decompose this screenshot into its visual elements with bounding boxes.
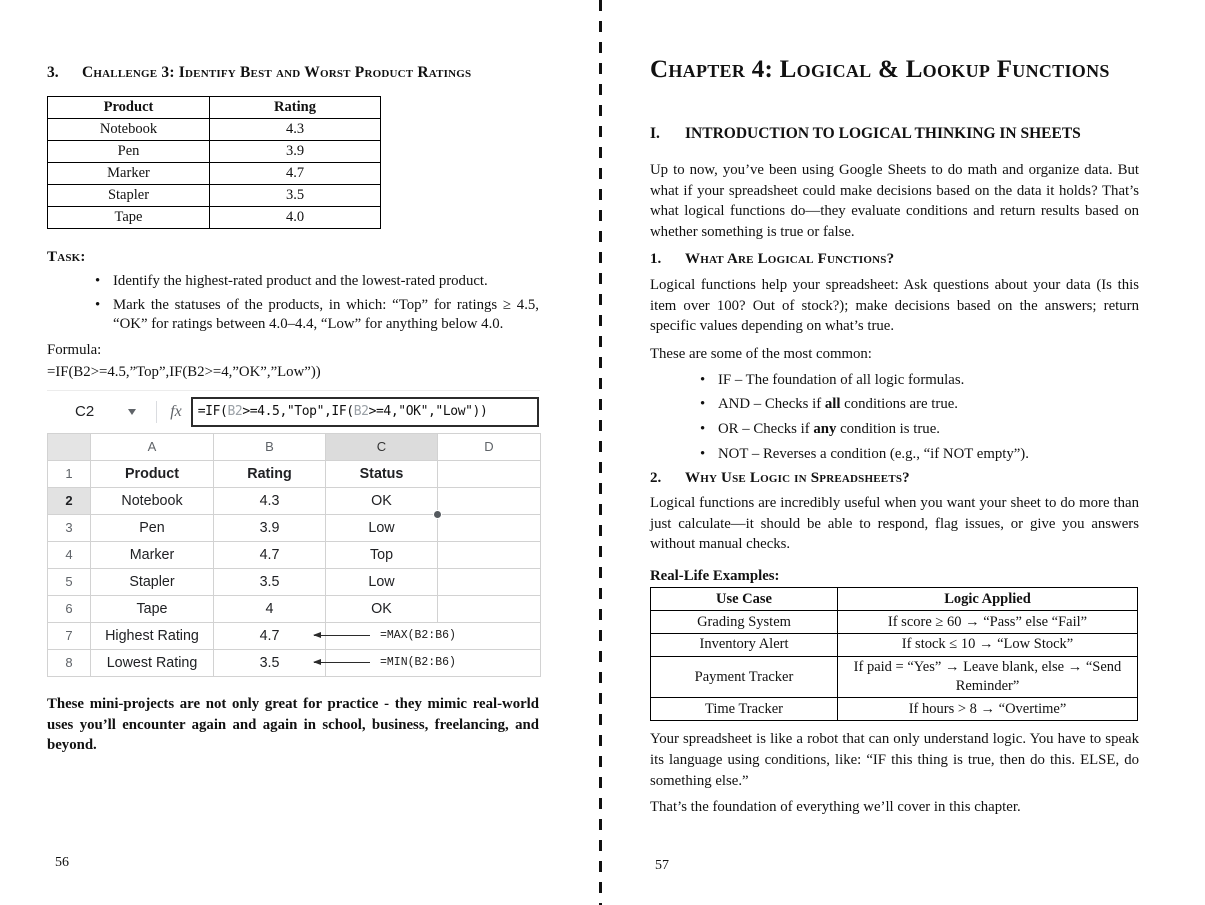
sheets-screenshot xyxy=(47,390,540,677)
sheet-cell: 4.7 xyxy=(214,622,326,649)
table-cell: Stapler xyxy=(48,185,210,207)
sheet-cell-value: OK xyxy=(371,492,392,509)
bullet-text: NOT – Reverses a condition (e.g., “if NOT empty”). xyxy=(718,445,1029,462)
formula-annotation: =MAX(B2:B6) xyxy=(380,629,456,643)
table-row xyxy=(48,119,381,141)
heading-text: Why Use Logic in Spreadsheets? xyxy=(685,470,910,487)
heading-text: INTRODUCTION TO LOGICAL THINKING IN SHEETS xyxy=(685,125,1081,142)
table-cell: Pen xyxy=(48,141,210,163)
list-item xyxy=(650,420,1139,439)
formula-part: =IF( xyxy=(197,404,228,420)
column-header-selected: C xyxy=(326,433,438,460)
table-row xyxy=(651,633,1138,656)
cell-ref: B2 xyxy=(353,404,369,420)
chapter-title: Chapter 4: Logical & Lookup Functions xyxy=(650,56,1110,83)
row-number: 5 xyxy=(48,568,91,595)
separator xyxy=(156,401,157,423)
chevron-down-icon xyxy=(128,409,136,415)
real-life-examples-label: Real-Life Examples: xyxy=(650,568,780,585)
table-row xyxy=(48,207,381,229)
sheet-cell xyxy=(438,595,541,622)
bullet-text: AND – Checks if xyxy=(718,396,825,413)
section-heading xyxy=(650,125,1139,143)
table-header-cell: Logic Applied xyxy=(838,588,1138,611)
annotation-cell xyxy=(326,622,541,649)
name-box: C2 xyxy=(75,403,95,421)
bullet-text: IF – The foundation of all logic formulas. xyxy=(718,371,965,388)
table-row xyxy=(651,698,1138,721)
sheet-row xyxy=(48,649,541,676)
logic-functions-list xyxy=(650,371,1139,464)
product-ratings-table xyxy=(47,96,381,229)
sheet-cell: 4 xyxy=(214,595,326,622)
fx-icon: fx xyxy=(170,402,182,420)
paragraph: Logical functions help your spreadsheet: Ask questions about your data (Is this item over 100? Out of stock?); make decisions based on the answers; return specific values depending on what’s true. xyxy=(650,276,1139,335)
sheet-cell xyxy=(438,460,541,487)
page-left xyxy=(47,0,539,905)
table-cell: 4.0 xyxy=(210,207,381,229)
table-cell: 3.5 xyxy=(210,185,381,207)
bullet-text: condition is true. xyxy=(836,421,940,438)
paragraph: Your spreadsheet is like a robot that can only understand logic. You have to speak its language using conditions, like: “IF this thing is true, then do this. ELSE, do something else.” xyxy=(650,731,1139,789)
table-header-cell: Use Case xyxy=(651,588,838,611)
paragraph: Logical functions are incredibly useful when you want your sheet to do more than just calculate—it should be able to respond, flag issues, or give you answers without manual checks. xyxy=(650,495,1139,553)
row-number: 1 xyxy=(48,460,91,487)
formula-annotation: =MIN(B2:B6) xyxy=(380,656,456,670)
sheet-cell: 4.7 xyxy=(214,541,326,568)
subsection-heading xyxy=(650,470,1139,487)
column-header: B xyxy=(214,433,326,460)
sheet-cell: Rating xyxy=(214,460,326,487)
sheet-cell xyxy=(438,487,541,514)
table-cell: If hours > 8 → “Overtime” xyxy=(838,698,1138,721)
table-row xyxy=(651,611,1138,634)
table-row xyxy=(48,163,381,185)
bullet-text: conditions are true. xyxy=(840,396,958,413)
table-cell: Notebook xyxy=(48,119,210,141)
table-cell: If stock ≤ 10 → “Low Stock” xyxy=(838,633,1138,656)
table-cell: Time Tracker xyxy=(651,698,838,721)
table-cell: If score ≥ 60 → “Pass” else “Fail” xyxy=(838,611,1138,634)
sheet-cell xyxy=(438,514,541,541)
sheet-cell: Product xyxy=(91,460,214,487)
formula-input xyxy=(191,397,539,427)
sheet-row xyxy=(48,568,541,595)
sheet-cell: Notebook xyxy=(91,487,214,514)
sheet-cell: 4.3 xyxy=(214,487,326,514)
sheet-cell: Stapler xyxy=(91,568,214,595)
table-cell: 4.7 xyxy=(210,163,381,185)
paragraph: These are some of the most common: xyxy=(650,345,872,362)
list-item xyxy=(650,445,1139,464)
sheet-cell: Low xyxy=(326,568,438,595)
sheet-cell: 3.9 xyxy=(214,514,326,541)
list-item xyxy=(650,371,1139,390)
formula-text: =IF(B2>=4.5,”Top”,IF(B2>=4,”OK”,”Low”)) xyxy=(47,363,321,380)
fill-handle xyxy=(433,510,442,519)
paragraph: Up to now, you’ve been using Google Sheets to do math and organize data. But what if your spreadsheet could make decisions based on the data it holds? That’s what logical functions do—they evaluate conditions and return results based on whether something is true or false. xyxy=(650,162,1139,241)
subsection-heading xyxy=(650,251,1139,268)
sheet-row xyxy=(48,622,541,649)
table-cell: Tape xyxy=(48,207,210,229)
list-item: • Mark the statuses of the products, in which: “Top” for ratings ≥ 4.5, “OK” for ratings between 4.0–4.4, “Low” for anything below 4.0. xyxy=(47,296,539,334)
row-number: 8 xyxy=(48,649,91,676)
row-number-selected: 2 xyxy=(48,487,91,514)
sheet-row xyxy=(48,541,541,568)
table-cell: If paid = “Yes” → Leave blank, else → “Send Reminder” xyxy=(838,656,1138,698)
sheet-cell xyxy=(438,541,541,568)
paragraph: That’s the foundation of everything we’ll cover in this chapter. xyxy=(650,799,1021,816)
closing-paragraph: These mini-projects are not only great for practice - they mimic real-world uses you’ll encounter again and again in school, business, freelancing, and beyond. xyxy=(47,695,539,754)
table-header-cell: Product xyxy=(48,97,210,119)
row-number: 7 xyxy=(48,622,91,649)
sheet-corner xyxy=(48,433,91,460)
selected-cell xyxy=(326,487,438,514)
heading-number: 2. xyxy=(650,470,662,487)
sheet-row xyxy=(48,595,541,622)
sheet-cell xyxy=(438,568,541,595)
formula-label: Formula: xyxy=(47,341,102,358)
list-item xyxy=(650,395,1139,414)
table-cell: Payment Tracker xyxy=(651,656,838,698)
column-header: A xyxy=(91,433,214,460)
sheet-row xyxy=(48,514,541,541)
row-number: 6 xyxy=(48,595,91,622)
left-arrow-icon xyxy=(314,635,370,636)
bullet-bold: all xyxy=(824,396,841,413)
heading-text: Challenge 3: Identify Best and Worst Product Ratings xyxy=(82,64,472,81)
table-cell: 4.3 xyxy=(210,119,381,141)
sheet-cell: Lowest Rating xyxy=(91,649,214,676)
formula-part: >=4,"OK","Low")) xyxy=(368,404,488,420)
sheet-grid xyxy=(47,433,541,677)
sheet-row xyxy=(48,487,541,514)
row-number: 4 xyxy=(48,541,91,568)
sheet-cell: 3.5 xyxy=(214,649,326,676)
sheet-cell: Top xyxy=(326,541,438,568)
page-divider xyxy=(599,0,602,905)
bullet-bold: any xyxy=(813,421,837,438)
table-row xyxy=(48,185,381,207)
list-item: • Identify the highest-rated product and the lowest-rated product. xyxy=(47,272,539,291)
cell-ref: B2 xyxy=(227,404,243,420)
annotation-cell xyxy=(326,649,541,676)
table-header-cell: Rating xyxy=(210,97,381,119)
task-bullet-list xyxy=(47,272,539,334)
sheet-cell: Status xyxy=(326,460,438,487)
left-arrow-icon xyxy=(314,662,370,663)
table-row xyxy=(48,141,381,163)
page-number: 56 xyxy=(55,855,69,870)
heading-number: 1. xyxy=(650,250,662,267)
task-label: Task: xyxy=(47,249,86,265)
sheet-cell: Marker xyxy=(91,541,214,568)
row-number: 3 xyxy=(48,514,91,541)
sheet-cell: OK xyxy=(326,595,438,622)
heading-text: What Are Logical Functions? xyxy=(685,250,895,267)
sheet-cell: Low xyxy=(326,514,438,541)
formula-bar xyxy=(47,391,540,433)
table-cell: Marker xyxy=(48,163,210,185)
column-header: D xyxy=(438,433,541,460)
formula-part: >=4.5,"Top",IF( xyxy=(242,404,354,420)
sheet-row xyxy=(48,460,541,487)
page-right xyxy=(650,0,1139,905)
sheet-cell: 3.5 xyxy=(214,568,326,595)
table-cell: Inventory Alert xyxy=(651,633,838,656)
use-case-table xyxy=(650,587,1138,721)
heading-number: I. xyxy=(650,125,660,142)
page-number: 57 xyxy=(655,858,669,873)
sheet-cell: Highest Rating xyxy=(91,622,214,649)
table-cell: 3.9 xyxy=(210,141,381,163)
table-row xyxy=(651,656,1138,698)
sheet-cell: Tape xyxy=(91,595,214,622)
sheet-cell: Pen xyxy=(91,514,214,541)
challenge-heading xyxy=(47,64,539,82)
heading-number: 3. xyxy=(47,64,59,81)
bullet-text: OR – Checks if xyxy=(718,421,814,438)
table-cell: Grading System xyxy=(651,611,838,634)
